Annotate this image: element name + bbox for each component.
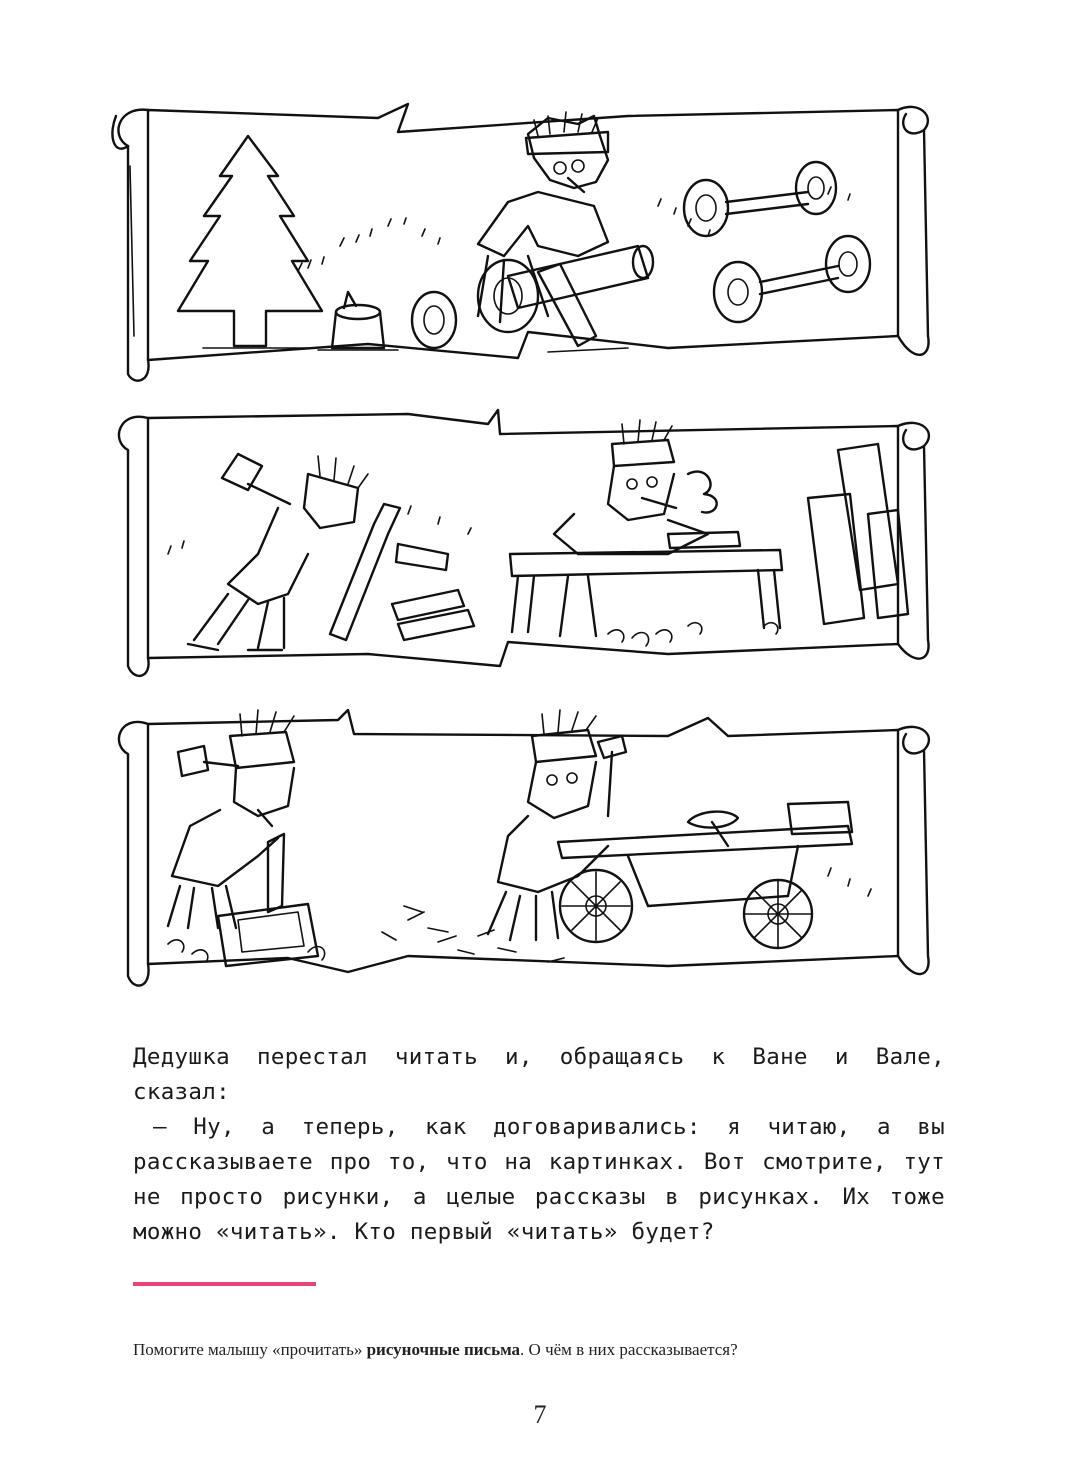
footnote	[133, 1340, 953, 1360]
scroll-illustration-1	[108, 96, 944, 386]
story-paragraph-1: Дедушка перестал читать и, обращаясь к Ване и Вале, сказал:	[133, 1044, 945, 1105]
scroll-illustration-3	[108, 706, 944, 996]
boy-building-cart-icon	[488, 710, 871, 948]
story-text	[133, 1040, 945, 1250]
picture-letter-panel-1	[108, 96, 944, 386]
wheel-axle-bottom-icon	[714, 236, 870, 322]
fir-tree-icon	[178, 136, 322, 348]
boy-chopping-tree-icon	[168, 454, 474, 650]
boy-sawing-log-icon	[412, 112, 653, 352]
wheel-axle-top-icon	[684, 162, 836, 236]
scroll-illustration-2	[108, 404, 944, 674]
tree-stump-icon	[318, 292, 398, 350]
boy-carving-wood-icon	[168, 710, 325, 966]
footnote-prefix: Помогите малышу «прочитать»	[133, 1340, 367, 1359]
page-number: 7	[533, 1400, 547, 1429]
story-paragraph-2: — Ну, а теперь, как договаривались: я читаю, а вы рассказываете про то, что на картинках. Вот смотрите, тут не просто рисунки, а целые рассказы в рисунках. Их тоже можно «читать». Кто первый «читать» будет?	[133, 1114, 945, 1245]
footnote-divider	[133, 1282, 316, 1286]
picture-letter-panel-3	[108, 706, 944, 996]
footnote-bold-term: рисуночные письма	[366, 1340, 521, 1359]
picture-letter-panel-2	[108, 404, 944, 674]
footnote-suffix: . О чём в них рассказывается?	[520, 1340, 738, 1359]
boy-planing-board-icon	[510, 420, 908, 646]
